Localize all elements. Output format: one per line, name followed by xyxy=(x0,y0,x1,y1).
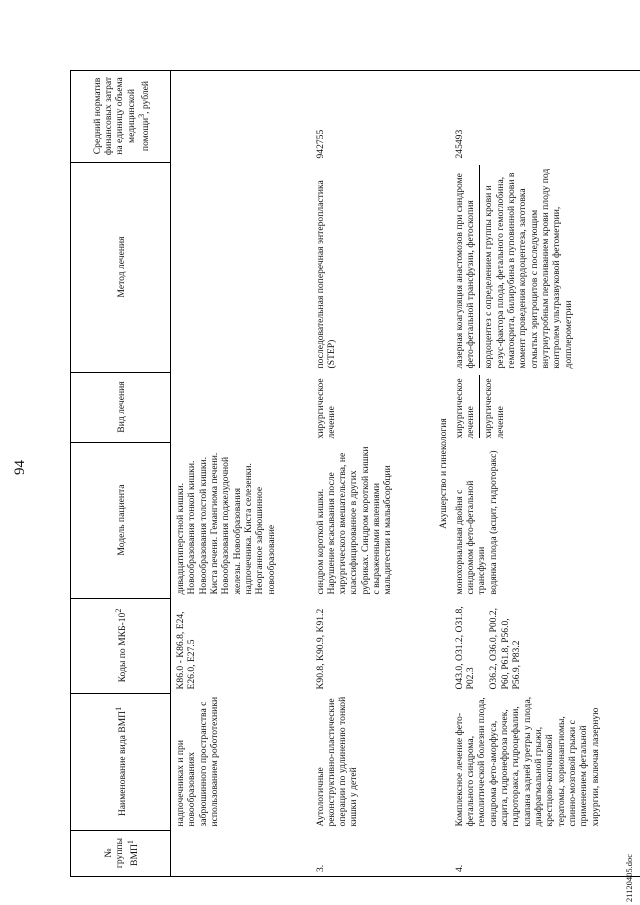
header-patient-model: Модель пациента xyxy=(71,443,171,599)
row4-cost: 245493 xyxy=(450,71,640,163)
header-cost-text: Средний норматив финансовых затрат на единицу объема медицинской помощи xyxy=(91,76,152,156)
file-footer: 21120405.doc xyxy=(624,853,634,902)
row3-method: последовательная поперечная энтеропластика (STEP) xyxy=(314,180,337,369)
header-group-number xyxy=(71,831,171,877)
row4-model-b: водянка плода (асцит, гидроторакс) xyxy=(487,450,499,595)
row4-codes-b: O36.2, O36.0, P00.2, P60, P61.8, P56.0, P56.9, P83.2 xyxy=(488,607,523,690)
row4-kind-a: хирургическое лечение xyxy=(453,378,477,439)
header-vmp-type xyxy=(71,694,171,831)
table-header-row xyxy=(71,71,171,877)
header-treatment-kind: Вид лечения xyxy=(71,373,171,443)
header-codes-sup: 2 xyxy=(114,608,124,613)
vmp-table xyxy=(70,70,640,877)
table-row xyxy=(311,71,437,877)
row4-codes-a: O43.0, O31.2, O31.8, P02.3 xyxy=(453,606,477,690)
row4-model-a: монохориальная двойня с синдромом фето-фетальной трансфузии xyxy=(453,480,488,595)
header-codes-text: Коды по МКБ-10 xyxy=(117,612,129,683)
row4-model xyxy=(450,443,640,599)
row4-codes xyxy=(450,599,640,694)
row3-model: синдром короткой кишки. Нарушение всасывания после хирургического вмешательства, не классифицированное в других рубриках. Синдром короткой кишки с выраженными явлениями мальдигестии и мальабсорбции xyxy=(314,446,394,595)
header-cost-unit: , рублей xyxy=(140,80,152,114)
row1-model: дивадцатиперстной кишки. Новообразования тонкой кишки. Новообразования толстой кишки. Киста печени. Гемангиома печени. Новообразования поджелудочной железы. Новообразования надпочечника. Киста селезенки. Неорганное забрюшинное новообразование xyxy=(175,452,277,595)
section-row xyxy=(437,71,450,877)
header-type-text: Наименование вида ВМП xyxy=(117,710,129,817)
row3-cost: 942755 xyxy=(311,71,437,163)
page-number: 94 xyxy=(12,460,28,475)
row3-num: 3. xyxy=(311,831,437,877)
row3-codes: K90.8, K90.9, K91.2 xyxy=(314,608,326,690)
header-treatment-method: Метод лечения xyxy=(71,163,171,373)
row4-method xyxy=(450,163,640,373)
row1-method xyxy=(171,163,311,373)
row4-method-a: лазерная коагуляция анастомозов при синдроме фето-фетальной трансфузии, фетоскопия xyxy=(453,173,477,369)
row1-type: надпочечниках и при новообразованиях забрюшинного пространства с использованием робототехники xyxy=(175,696,220,827)
row4-kind-b: хирургическое лечение xyxy=(479,376,506,439)
header-group-sup: 1 xyxy=(125,840,135,845)
header-group-text: № группы ВМП xyxy=(102,837,140,869)
row4-type: Комплексное лечение фето-фетального синдрома, гемолитической болезни плода, синдрома фето-аморфуса, асцита, гидронефроза почек, гидроторакса, гидроцефалии, клапана задней уретры у плода, диафрагмальной грыжи, крестцово-копчиковой тератомы, хорионангиомы, спинно-мозговой грыжи с применением фетальной хирургии, включая лазерную xyxy=(453,696,601,827)
row4-num: 4. xyxy=(450,831,640,877)
table-row xyxy=(171,71,311,877)
row1-codes: K86.0 - K86.8, E24, E26.0, E27.5 xyxy=(175,611,198,690)
header-cost xyxy=(71,71,171,163)
row1-num xyxy=(171,831,311,877)
row1-kind xyxy=(171,373,311,443)
table-row xyxy=(450,71,640,877)
row3-kind: хирургическое лечение xyxy=(314,378,337,439)
section-title: Акушерство и гинекология xyxy=(437,71,450,877)
row4-method-b: кордоцентез с определением группы крови и резус-фактора плода, фетального гемоглобина, гематокрита, билирубина в пуповинной крови в момент проведения кордоцентеза, заготовка отмытых эритроцитов с последующим внутриутробным переливанием крови плоду под контролем ультразвуковой фетометрии, допплерометрии xyxy=(479,166,574,369)
row4-kind xyxy=(450,373,640,443)
header-cost-sup: 3 xyxy=(136,113,146,118)
row3-type: Аутологичные реконструктивно-пластические операции по удлинению тонкой кишки у детей xyxy=(314,696,360,827)
header-type-sup: 1 xyxy=(114,706,124,711)
header-icd-codes xyxy=(71,599,171,694)
row1-cost xyxy=(171,71,311,163)
